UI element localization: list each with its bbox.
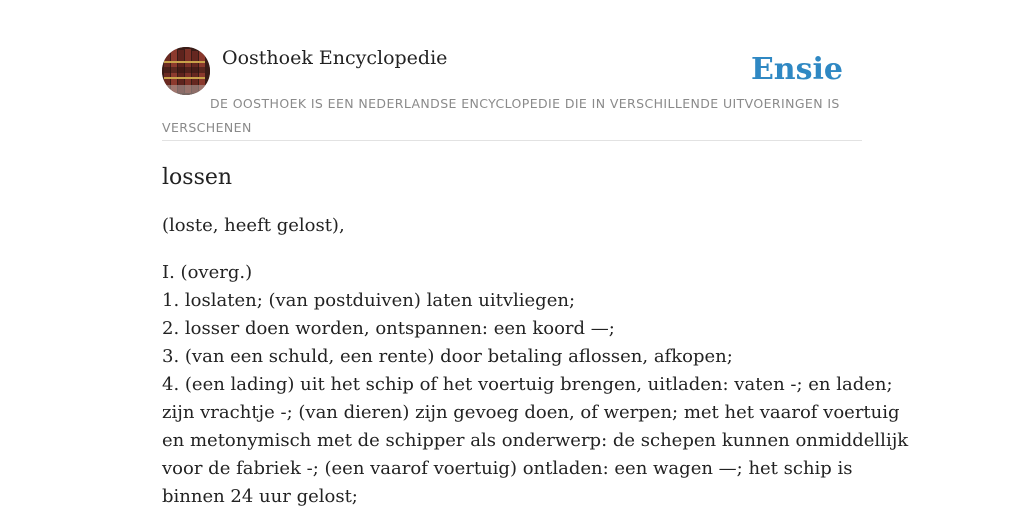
entry-headword: lossen (162, 165, 233, 190)
book-spines-icon (162, 47, 210, 95)
definition-line: voor de fabriek -; (een vaarof voertuig) ontladen: een wagen —; het schip is (162, 458, 853, 479)
definition-line: 4. (een lading) uit het schip of het voertuig brengen, uitladen: vaten -; en laden; (162, 374, 893, 395)
definition-line: 1. loslaten; (van postduiven) laten uitvliegen; (162, 290, 576, 311)
entry-definition (162, 259, 909, 511)
entry-content (162, 160, 909, 511)
definition-line: 3. (van een schuld, een rente) door betaling aflossen, afkopen; (162, 346, 733, 367)
entry-grammar: (loste, heeft gelost), (162, 215, 345, 236)
definition-line: I. (overg.) (162, 262, 253, 283)
site-header (162, 46, 862, 141)
site-avatar[interactable] (162, 47, 210, 95)
site-title[interactable]: Oosthoek Encyclopedie (222, 47, 448, 69)
definition-line: zijn vrachtje -; (van dieren) zijn gevoeg doen, of werpen; met het vaarof voertuig (162, 402, 900, 423)
brand-logo[interactable]: Ensie (750, 52, 843, 87)
site-tagline: DE OOSTHOEK IS EEN NEDERLANDSE ENCYCLOPEDIE DIE IN VERSCHILLENDE UITVOERINGEN IS VERSCHENEN (162, 96, 840, 135)
definition-line: binnen 24 uur gelost; (162, 486, 358, 507)
definition-line: 2. losser doen worden, ontspannen: een koord —; (162, 318, 615, 339)
definition-line: en metonymisch met de schipper als onderwerp: de schepen kunnen onmiddellijk (162, 430, 909, 451)
